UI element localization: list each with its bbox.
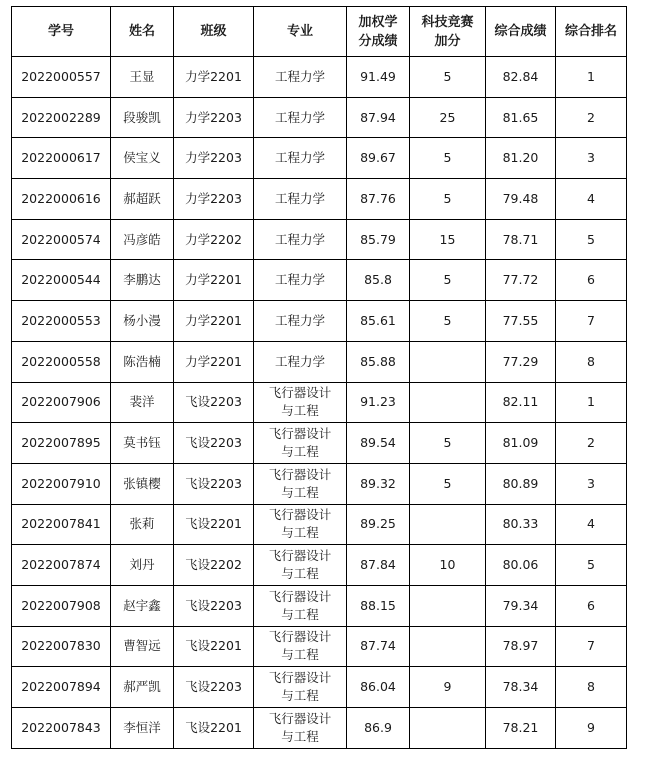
cell-rank: 1 [556,382,627,423]
cell-name: 陈浩楠 [111,341,174,382]
cell-major [254,585,347,626]
cell-total-score: 77.55 [486,301,556,342]
cell-name: 杨小漫 [111,301,174,342]
cell-rank: 7 [556,301,627,342]
cell-class: 飞设2203 [174,463,254,504]
header-name: 姓名 [111,7,174,57]
cell-weighted-score: 91.49 [347,57,410,98]
cell-major-line2: 与工程 [281,525,319,541]
cell-major-line2: 与工程 [281,484,319,500]
cell-major-line1: 工程力学 [274,68,325,84]
cell-competition-bonus [410,382,486,423]
cell-major [254,57,347,98]
cell-competition-bonus: 5 [410,138,486,179]
table-row [12,585,627,626]
cell-major-line1: 飞行器设计 [268,629,332,645]
cell-total-score: 80.06 [486,545,556,586]
cell-major-line2: 与工程 [281,647,319,663]
cell-total-score: 79.34 [486,585,556,626]
ranking-table [11,6,627,749]
cell-student-id: 2022007874 [12,545,111,586]
cell-class: 力学2203 [174,97,254,138]
cell-weighted-score: 87.74 [347,626,410,667]
cell-student-id: 2022007908 [12,585,111,626]
cell-rank: 5 [556,219,627,260]
cell-rank: 1 [556,57,627,98]
cell-major [254,626,347,667]
cell-major [254,219,347,260]
header-weighted-score [347,7,410,57]
cell-total-score: 80.89 [486,463,556,504]
cell-name: 段骏凯 [111,97,174,138]
cell-major [254,382,347,423]
cell-major-line2: 与工程 [281,606,319,622]
cell-total-score: 78.21 [486,708,556,749]
table-row [12,179,627,220]
cell-weighted-score: 87.94 [347,97,410,138]
cell-student-id: 2022007894 [12,667,111,708]
cell-major-line1: 工程力学 [274,150,325,166]
cell-competition-bonus: 5 [410,179,486,220]
cell-major-line1: 飞行器设计 [268,466,332,482]
cell-major [254,463,347,504]
cell-name: 刘丹 [111,545,174,586]
cell-major [254,179,347,220]
cell-student-id: 2022007830 [12,626,111,667]
cell-rank: 7 [556,626,627,667]
header-student-id: 学号 [12,7,111,57]
cell-major-line1: 工程力学 [274,231,325,247]
cell-major-line2: 与工程 [281,688,319,704]
cell-student-id: 2022000616 [12,179,111,220]
cell-class: 力学2201 [174,341,254,382]
table-row [12,667,627,708]
cell-major-line1: 飞行器设计 [268,385,332,401]
cell-weighted-score: 89.25 [347,504,410,545]
cell-class: 飞设2201 [174,626,254,667]
cell-major [254,423,347,464]
cell-rank: 2 [556,423,627,464]
cell-competition-bonus [410,585,486,626]
cell-total-score: 78.71 [486,219,556,260]
header-total-score: 综合成绩 [486,7,556,57]
cell-student-id: 2022007841 [12,504,111,545]
cell-rank: 3 [556,138,627,179]
table-row [12,626,627,667]
cell-student-id: 2022000544 [12,260,111,301]
cell-name: 侯宝义 [111,138,174,179]
cell-major-line1: 飞行器设计 [268,548,332,564]
cell-major-line1: 工程力学 [274,190,325,206]
cell-major-line2: 与工程 [281,728,319,744]
cell-rank: 5 [556,545,627,586]
table-row [12,545,627,586]
cell-major [254,708,347,749]
cell-major [254,545,347,586]
table-row [12,382,627,423]
cell-class: 飞设2201 [174,504,254,545]
cell-competition-bonus: 25 [410,97,486,138]
cell-weighted-score: 86.04 [347,667,410,708]
cell-major-line1: 工程力学 [274,312,325,328]
cell-student-id: 2022000553 [12,301,111,342]
cell-weighted-score: 89.32 [347,463,410,504]
cell-weighted-score: 88.15 [347,585,410,626]
cell-competition-bonus [410,708,486,749]
cell-total-score: 81.20 [486,138,556,179]
cell-competition-bonus [410,626,486,667]
cell-competition-bonus: 10 [410,545,486,586]
cell-class: 力学2203 [174,138,254,179]
cell-weighted-score: 85.88 [347,341,410,382]
cell-name: 郝严凯 [111,667,174,708]
cell-name: 李鹏达 [111,260,174,301]
header-row [12,7,627,57]
table-row [12,97,627,138]
cell-total-score: 78.34 [486,667,556,708]
cell-class: 飞设2203 [174,667,254,708]
cell-class: 飞设2201 [174,708,254,749]
cell-major [254,97,347,138]
cell-rank: 2 [556,97,627,138]
cell-competition-bonus: 5 [410,301,486,342]
cell-major-line1: 飞行器设计 [268,670,332,686]
cell-class: 飞设2203 [174,423,254,464]
cell-rank: 4 [556,179,627,220]
cell-major-line1: 飞行器设计 [268,710,332,726]
cell-major-line1: 工程力学 [274,353,325,369]
cell-competition-bonus: 5 [410,463,486,504]
cell-rank: 9 [556,708,627,749]
cell-major [254,667,347,708]
cell-major [254,301,347,342]
cell-student-id: 2022000574 [12,219,111,260]
cell-name: 冯彦皓 [111,219,174,260]
cell-student-id: 2022000617 [12,138,111,179]
cell-name: 张镇樱 [111,463,174,504]
cell-rank: 6 [556,585,627,626]
cell-rank: 6 [556,260,627,301]
cell-class: 飞设2202 [174,545,254,586]
cell-total-score: 79.48 [486,179,556,220]
cell-class: 力学2203 [174,179,254,220]
cell-major [254,341,347,382]
cell-competition-bonus [410,504,486,545]
cell-name: 张莉 [111,504,174,545]
cell-major-line1: 飞行器设计 [268,507,332,523]
table-row [12,219,627,260]
cell-student-id: 2022007843 [12,708,111,749]
cell-class: 力学2201 [174,57,254,98]
cell-total-score: 77.72 [486,260,556,301]
cell-rank: 3 [556,463,627,504]
table-row [12,57,627,98]
cell-major-line1: 工程力学 [274,272,325,288]
table-row [12,341,627,382]
cell-class: 力学2201 [174,301,254,342]
table-row [12,260,627,301]
cell-competition-bonus: 9 [410,667,486,708]
cell-class: 力学2202 [174,219,254,260]
cell-total-score: 81.65 [486,97,556,138]
table-row [12,423,627,464]
table-row [12,301,627,342]
cell-weighted-score: 91.23 [347,382,410,423]
header-bonus-line1: 科技竞赛 [421,14,474,30]
cell-rank: 8 [556,667,627,708]
table-row [12,504,627,545]
cell-major [254,260,347,301]
cell-name: 郝超跃 [111,179,174,220]
header-bonus-line2: 加分 [434,33,461,49]
cell-total-score: 82.11 [486,382,556,423]
cell-weighted-score: 87.84 [347,545,410,586]
cell-total-score: 78.97 [486,626,556,667]
cell-major-line2: 与工程 [281,403,319,419]
cell-student-id: 2022007895 [12,423,111,464]
cell-name: 李恒洋 [111,708,174,749]
cell-name: 莫书钰 [111,423,174,464]
cell-competition-bonus [410,341,486,382]
cell-student-id: 2022002289 [12,97,111,138]
header-rank: 综合排名 [556,7,627,57]
cell-weighted-score: 85.8 [347,260,410,301]
cell-total-score: 77.29 [486,341,556,382]
cell-name: 赵宇鑫 [111,585,174,626]
cell-competition-bonus: 15 [410,219,486,260]
cell-weighted-score: 87.76 [347,179,410,220]
cell-major [254,504,347,545]
cell-rank: 4 [556,504,627,545]
cell-major-line1: 飞行器设计 [268,426,332,442]
cell-major-line2: 与工程 [281,566,319,582]
cell-weighted-score: 89.54 [347,423,410,464]
header-class: 班级 [174,7,254,57]
cell-competition-bonus: 5 [410,57,486,98]
header-weighted-score-line1: 加权学 [358,14,398,30]
cell-name: 曹智远 [111,626,174,667]
cell-rank: 8 [556,341,627,382]
cell-major-line1: 工程力学 [274,109,325,125]
cell-class: 飞设2203 [174,585,254,626]
header-major: 专业 [254,7,347,57]
cell-total-score: 81.09 [486,423,556,464]
cell-major [254,138,347,179]
cell-weighted-score: 85.61 [347,301,410,342]
cell-class: 力学2201 [174,260,254,301]
header-competition-bonus [410,7,486,57]
table-row [12,708,627,749]
cell-major-line1: 飞行器设计 [268,588,332,604]
cell-class: 飞设2203 [174,382,254,423]
cell-student-id: 2022007906 [12,382,111,423]
cell-student-id: 2022007910 [12,463,111,504]
cell-major-line2: 与工程 [281,444,319,460]
header-weighted-score-line2: 分成绩 [358,33,398,49]
cell-weighted-score: 86.9 [347,708,410,749]
table-row [12,138,627,179]
cell-name: 王显 [111,57,174,98]
cell-total-score: 80.33 [486,504,556,545]
cell-competition-bonus: 5 [410,423,486,464]
cell-competition-bonus: 5 [410,260,486,301]
cell-name: 裴洋 [111,382,174,423]
cell-student-id: 2022000557 [12,57,111,98]
table-row [12,463,627,504]
cell-total-score: 82.84 [486,57,556,98]
cell-weighted-score: 89.67 [347,138,410,179]
cell-weighted-score: 85.79 [347,219,410,260]
cell-student-id: 2022000558 [12,341,111,382]
